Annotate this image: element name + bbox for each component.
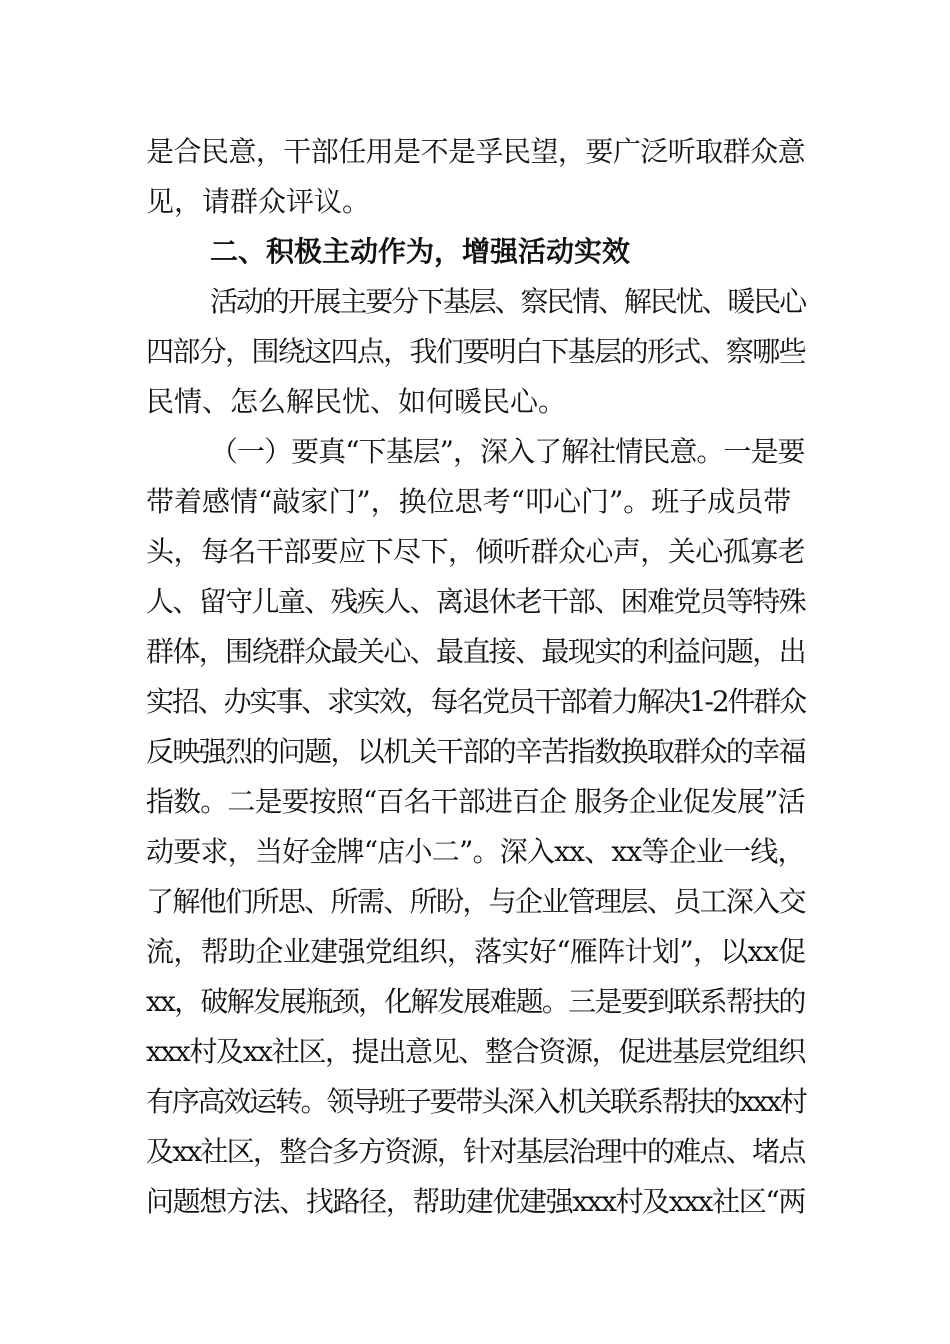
text-line: 反映强烈的问题，以机关干部的辛苦指数换取群众的幸福 — [146, 735, 806, 768]
text-line: 动要求，当好金牌“店小二”。深入xx、xx等企业一线， — [146, 835, 805, 868]
text-line: 人、留守儿童、残疾人、离退休老干部、困难党员等特殊 — [146, 585, 806, 618]
text-line: 群体，围绕群众最关心、最直接、最现实的利益问题，出 — [146, 635, 806, 668]
text-line: 四部分，围绕这四点，我们要明白下基层的形式、察哪些 — [146, 335, 806, 368]
text-line: 了解他们所思、所需、所盼，与企业管理层、员工深入交 — [146, 885, 806, 918]
text-line: 及xx社区，整合多方资源，针对基层治理中的难点、堵点 — [146, 1135, 805, 1168]
text-line: 有序高效运转。领导班子要带头深入机关联系帮扶的xxx村 — [146, 1085, 806, 1118]
subsection-line: （一）要真“下基层”，深入了解社情民意。一是要 — [210, 435, 805, 468]
text-line: 流，帮助企业建强党组织，落实好“雁阵计划”，以xx促 — [146, 935, 806, 968]
text-line: 民情、怎么解民忧、如何暖民心。 — [146, 385, 567, 418]
text-line: 问题想方法、找路径，帮助建优建强xxx村及xxx社区“两 — [146, 1185, 805, 1218]
text-line: xxx村及xx社区，提出意见、整合资源，促进基层党组织 — [146, 1035, 806, 1068]
text-line: 带着感情“敲家门”，换位思考“叩心门”。班子成员带 — [146, 485, 792, 518]
section-heading: 二、积极主动作为，增强活动实效 — [210, 235, 631, 268]
text-line: 实招、办实事、求实效，每名党员干部着力解决1-2件群众 — [146, 685, 806, 718]
text-line: 见，请群众评议。 — [146, 185, 371, 218]
text-line: xx，破解发展瓶颈，化解发展难题。三是要到联系帮扶的 — [146, 985, 805, 1018]
text-line: 活动的开展主要分下基层、察民情、解民忧、暖民心 — [210, 285, 806, 318]
text-line: 指数。二是要按照“百名干部进百企 服务企业促发展”活 — [146, 785, 805, 818]
text-line: 是合民意，干部任用是不是孚民望，要广泛听取群众意 — [146, 135, 806, 168]
text-line: 头，每名干部要应下尽下，倾听群众心声，关心孤寡老 — [146, 535, 806, 568]
